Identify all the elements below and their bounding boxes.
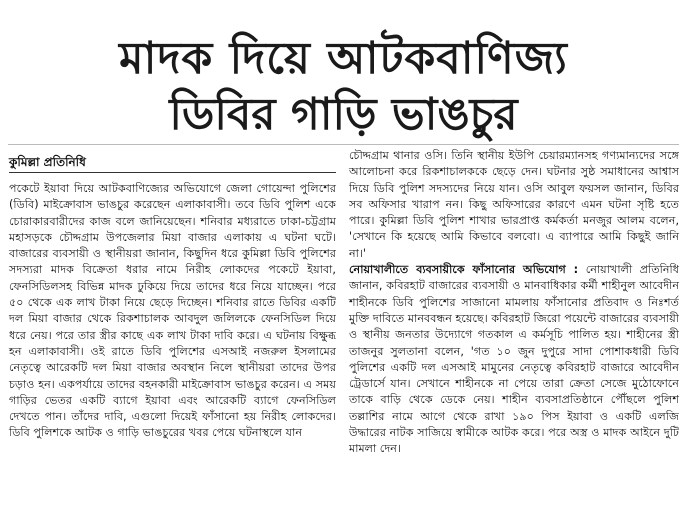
body-text: নোয়াখালী প্রতিনিধি জানান, কবিরহাট বাজারের ব্যবসায়ী ও মানবাধিকার কর্মী শাহীনুল আবেদীন শাহীনকে ডিবি পুলিশের সাজানো মামলায় ফাঁসানোর প্রতিবাদ ও নিঃশর্ত মুক্তি দাবিতে মানববন্ধন হয়েছে। কবিরহাট জিরো পয়েন্টে বাজারের ব্যবসায়ী ও স্থানীয় জনতার উদ্যোগে গতকাল এ কর্মসূচি পালিত হয়। শাহীনের স্ত্রী তাজনুর সুলতানা বলেন, 'গত ১০ জুন দুপুরে সাদা পোশাকধারী ডিবি পুলিশের একটি দল এসআই মামুনের নেতৃত্বে কবিরহাট বাজারে আবেদীন ট্রেডার্সে যান। সেখানে শাহীনকে না পেয়ে তারা ক্রেতা সেজে মুঠোফোনে তাকে বাড়ি থেকে ডেকে নেয়। শাহীন ব্যবসাপ্রতিষ্ঠানে পৌঁছলে পুলিশ তল্লাশির নামে আগে থেকে রাখা ১৯০ পিস ইয়াবা ও একটি এলজি উদ্ধারের নাটক সাজিয়ে স্বামীকে আটক করে। পরে অস্ত্র ও মাদক আইনে দুটি মামলা দেন। (349, 263, 679, 456)
body-paragraph: চৌদ্দগ্রাম থানার ওসি। তিনি স্থানীয় ইউপি চেয়ারম্যানসহ গণ্যমান্যদের সঙ্গে আলোচনা করে রিকশাচালককে ছেড়ে দেন। ঘটনার সুষ্ঠ সমাধানের আশ্বাস দিয়ে ডিবি পুলিশ সদস্যদের নিয়ে যান। ওসি আবুল ফয়সল জানান, ডিবির সব অফিসার খারাপ নন। কিছু অফিসারের কারণে এমন ঘটনা সৃষ্টি হতে পারে। কুমিল্লা ডিবি পুলিশ শাখার ভারপ্রাপ্ত কর্মকর্তা মনজুর আলম বলেন, 'সেখানে কি হয়েছে আমি কিভাবে বলবো। এ ব্যাপারে আমি কিছুই জানি না।' (349, 149, 680, 260)
byline-underline (9, 172, 336, 173)
headline-line-2: ডিবির গাড়ি ভাঙচুর (169, 89, 518, 140)
headline (0, 32, 687, 142)
headline-divider (8, 144, 679, 145)
body-paragraph: পকেটে ইয়াবা দিয়ে আটকবাণিজ্যের অভিযোগে জেলা গোয়েন্দা পুলিশের (ডিবি) মাইক্রোবাস ভাঙচুর করেছেন এলাকাবাসী। তবে ডিবি পুলিশ একে চোরাকারবারীদের কাজ বলে জানিয়েছেন। শনিবার মধ্যরাতে ঢাকা-চট্টগ্রাম মহাসড়কে চৌদ্দগ্রাম উপজেলার মিয়া বাজার এলাকায় এ ঘটনা ঘটে। বাজারের ব্যবসায়ী ও স্থানীয়রা জানান, কিছুদিন ধরে কুমিল্লা ডিবি পুলিশের সদস্যরা মাদক বিক্রেতা ধরার নামে নিরীহ লোকদের পকেটে ইয়াবা, ফেনসিডিলসহ বিভিন্ন মাদক ঢুকিয়ে দিয়ে তাদের ধরে নিয়ে যাচ্ছেন। পরে ৫০ থেকে এক লাখ টাকা নিয়ে ছেড়ে দিচ্ছেন। শনিবার রাতে ডিবির একটি দল মিয়া বাজার থেকে রিকশাচালক আবদুল জলিলকে ফেনসিডিল দিয়ে ধরে নেয়। পরে তার স্ত্রীর কাছে এক লাখ টাকা দাবি করে। এ ঘটনায় বিক্ষুব্ধ হন এলাকাবাসী। ওই রাতে ডিবি পুলিশের এসআই নজরুল ইসলামের নেতৃত্বে আরেকটি দল মিয়া বাজার অবস্থান নিলে স্থানীয়রা তাদের উপর চড়াও হন। একপর্যায়ে তাদের বহনকারী মাইক্রোবাস ভাঙচুর করেন। এ সময় গাড়ির ভেতর একটি ব্যাগে ইয়াবা এবং আরেকটি ব্যাগে ফেনসিডিল দেখতে পান। তাঁদের দাবি, এগুলো দিয়েই ফাঁসানো হয় নিরীহ লোকদের। ডিবি পুলিশকে আটক ও গাড়ি ভাঙচুরের খবর পেয়ে ঘটনাস্থলে যান (9, 182, 336, 440)
article-column-left (9, 181, 336, 442)
article-column-right (349, 148, 679, 458)
byline: কুমিল্লা প্রতিনিধি (9, 155, 86, 169)
headline-line-1: মাদক দিয়ে আটকবাণিজ্য (119, 33, 568, 84)
body-paragraph-noakhali (349, 262, 679, 458)
subheading: নোয়াখালীতে ব্যবসায়ীকে ফাঁসানোর অভিযোগ : (349, 263, 579, 277)
